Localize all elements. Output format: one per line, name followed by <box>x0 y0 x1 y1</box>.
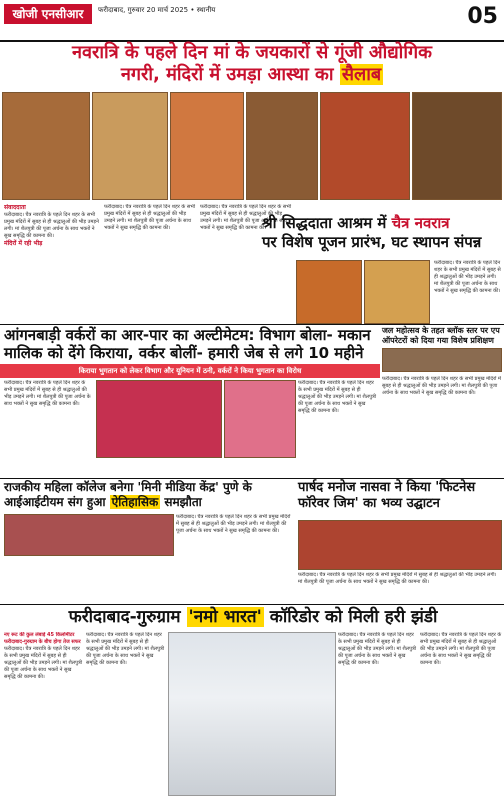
story1-text-col3: फरीदाबाद। चैत्र नवरात्रि के पहले दिन शहर के सभी प्रमुख मंदिरों में सुबह से ही श्रद्धालुओं की भीड़ उमड़ने लगी। मां शैलपुत्री की पूजा अर्चना के साथ भक्तों ने सुख समृद्धि की कामना की। <box>200 204 292 231</box>
temple-photo-4 <box>246 92 318 200</box>
namo-text-3: फरीदाबाद। चैत्र नवरात्रि के पहले दिन शहर के सभी प्रमुख मंदिरों में सुबह से ही श्रद्धालुओं की भीड़ उमड़ने लगी। मां शैलपुत्री की पूजा अर्चना के साथ भक्तों ने सुख समृद्धि की कामना की। <box>420 632 502 666</box>
college-headline: राजकीय महिला कॉलेज बनेगा 'मिनी मीडिया केंद्र' पुणे के आईआईटीयम संग हुआ ऐतिहासिक समझौता <box>4 480 252 509</box>
ashram-headline: श्री सिद्धदाता आश्रम में चैत्र नवरात्र पर विशेष पूजन प्रारंभ, घट स्थापन संपन्न <box>262 214 482 251</box>
divider <box>0 324 504 325</box>
ashram-photo-1 <box>296 260 362 324</box>
story1-text-col2: फरीदाबाद। चैत्र नवरात्रि के पहले दिन शहर के सभी प्रमुख मंदिरों में सुबह से ही श्रद्धालुओं की भीड़ उमड़ने लगी। मां शैलपुत्री की पूजा अर्चना के साथ भक्तों ने सुख समृद्धि की कामना की। <box>104 204 196 231</box>
page-number: 05 <box>467 4 498 29</box>
dateline: फरीदाबाद, गुरुवार 20 मार्च 2025 • स्थानीय <box>98 6 216 14</box>
gym-text: फरीदाबाद। चैत्र नवरात्रि के पहले दिन शहर के सभी प्रमुख मंदिरों में सुबह से ही श्रद्धालुओं की भीड़ उमड़ने लगी। मां शैलपुत्री की पूजा अर्चना के साथ भक्तों ने सुख समृद्धि की कामना की। <box>298 572 497 585</box>
anganwadi-photo-2 <box>224 380 296 458</box>
namo-text-2: फरीदाबाद। चैत्र नवरात्रि के पहले दिन शहर के सभी प्रमुख मंदिरों में सुबह से ही श्रद्धालुओं की भीड़ उमड़ने लगी। मां शैलपुत्री की पूजा अर्चना के साथ भक्तों ने सुख समृद्धि की कामना की। <box>338 632 417 666</box>
temple-photo-1 <box>2 92 90 200</box>
namo-bullets: नए रूट की कुल लंबाई 45 किलोमीटर फरीदाबाद-गुरुग्राम के बीच होगा तेज सफर फरीदाबाद। चैत्र नवरात्रि के पहले दिन शहर के सभी प्रमुख मंदिरों में सुबह से ही श्रद्धालुओं की भीड़ उमड़ने लगी। मां शैलपुत्री की पूजा अर्चना के साथ भक्तों ने सुख समृद्धि की कामना की। <box>4 632 83 680</box>
ashram-text: फरीदाबाद। चैत्र नवरात्रि के पहले दिन शहर के सभी प्रमुख मंदिरों में सुबह से ही श्रद्धालुओं की भीड़ उमड़ने लगी। मां शैलपुत्री की पूजा अर्चना के साथ भक्तों ने सुख समृद्धि की कामना की। <box>434 260 501 294</box>
temple-photo-3 <box>170 92 244 200</box>
train-photo <box>168 632 336 796</box>
main-headline-line2: नगरी, मंदिरों में उमड़ा आस्था का <box>120 64 334 85</box>
temple-photo-6 <box>412 92 502 200</box>
newspaper-logo: खोजी एनसीआर <box>4 4 92 24</box>
side-text: फरीदाबाद। चैत्र नवरात्रि के पहले दिन शहर के सभी प्रमुख मंदिरों में सुबह से ही श्रद्धालुओं की भीड़ उमड़ने लगी। मां शैलपुत्री की पूजा अर्चना के साथ भक्तों ने सुख समृद्धि की कामना की। <box>382 376 501 396</box>
masthead <box>0 0 504 42</box>
anganwadi-photo <box>96 380 222 458</box>
college-photo <box>4 514 174 556</box>
anganwadi-text: फरीदाबाद। चैत्र नवरात्रि के पहले दिन शहर के सभी प्रमुख मंदिरों में सुबह से ही श्रद्धालुओं की भीड़ उमड़ने लगी। मां शैलपुत्री की पूजा अर्चना के साथ भक्तों ने सुख समृद्धि की कामना की। <box>4 380 91 407</box>
ashram-photo-2 <box>364 260 430 324</box>
side-photo <box>382 348 502 372</box>
temple-photo-5 <box>320 92 410 200</box>
divider-2 <box>0 478 504 479</box>
main-headline-line1: नवरात्रि के पहले दिन मां के जयकारों से गूंजी औद्योगिक <box>72 42 432 63</box>
story1-text: संवाददाता फरीदाबाद। चैत्र नवरात्रि के पहले दिन शहर के सभी प्रमुख मंदिरों में सुबह से ही श्रद्धालुओं की भीड़ उमड़ने लगी। मां शैलपुत्री की पूजा अर्चना के साथ भक्तों ने सुख समृद्धि की कामना की। मंदिरों में रही भीड़ <box>4 204 99 247</box>
gym-headline: पार्षद मनोज नासवा ने किया 'फिटनेस फॉरेवर जिम' का भव्य उद्घाटन <box>298 480 476 511</box>
side-headline: जल महोत्सव के तहत ब्लॉक स्तर पर एप ऑपरेटरों को दिया गया विशेष प्रशिक्षण <box>382 326 500 345</box>
namo-text-1: फरीदाबाद। चैत्र नवरात्रि के पहले दिन शहर के सभी प्रमुख मंदिरों में सुबह से ही श्रद्धालुओं की भीड़ उमड़ने लगी। मां शैलपुत्री की पूजा अर्चना के साथ भक्तों ने सुख समृद्धि की कामना की। <box>86 632 165 666</box>
anganwadi-headline: आंगनबाड़ी वर्करों का आर-पार का अल्टीमेटम: विभाग बोला- मकान मालिक को देंगे किराया, वर्कर बोलीं- हमारी जेब से लगे 10 महीने <box>4 326 371 362</box>
namo-headline: फरीदाबाद-गुरुग्राम 'नमो भारत' कॉरिडोर को मिली हरी झंडी <box>68 607 438 627</box>
temple-photo-2 <box>92 92 168 200</box>
anganwadi-text-2: फरीदाबाद। चैत्र नवरात्रि के पहले दिन शहर के सभी प्रमुख मंदिरों में सुबह से ही श्रद्धालुओं की भीड़ उमड़ने लगी। मां शैलपुत्री की पूजा अर्चना के साथ भक्तों ने सुख समृद्धि की कामना की। <box>298 380 377 414</box>
college-text: फरीदाबाद। चैत्र नवरात्रि के पहले दिन शहर के सभी प्रमुख मंदिरों में सुबह से ही श्रद्धालुओं की भीड़ उमड़ने लगी। मां शैलपुत्री की पूजा अर्चना के साथ भक्तों ने सुख समृद्धि की कामना की। <box>176 514 291 534</box>
anganwadi-strip: किराया भुगतान को लेकर विभाग और यूनियन में ठनी, वर्करों ने किया भुगतान का विरोध <box>0 364 380 378</box>
main-headline <box>0 42 504 86</box>
gym-photo <box>298 520 502 570</box>
main-headline-highlight: सैलाब <box>341 64 382 85</box>
divider-3 <box>0 604 504 605</box>
